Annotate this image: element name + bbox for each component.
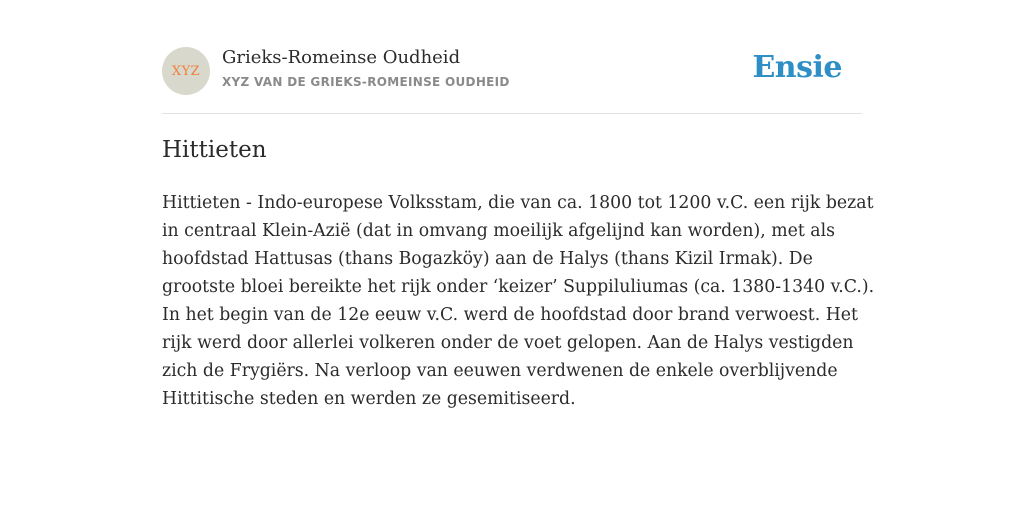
ensie-logo-link[interactable]: Ensie bbox=[752, 50, 842, 85]
source-header bbox=[162, 46, 862, 96]
article-line: zich de Frygiërs. Na verloop van eeuwen verdwenen de enkele overblijvende bbox=[162, 361, 838, 381]
header-divider bbox=[162, 113, 862, 114]
article-line: grootste bloei bereikte het rijk onder ‘keizer’ Suppiluliumas (ca. 1380-1340 v.C.). bbox=[162, 277, 875, 297]
article-line: rijk werd door allerlei volkeren onder de voet gelopen. Aan de Halys vestigden bbox=[162, 333, 854, 353]
article-title: Hittieten bbox=[162, 137, 267, 163]
source-avatar[interactable] bbox=[162, 47, 210, 95]
article-line: hoofdstad Hattusas (thans Bogazköy) aan de Halys (thans Kizil Irmak). De bbox=[162, 249, 813, 269]
article-line: In het begin van de 12e eeuw v.C. werd de hoofdstad door brand verwoest. Het bbox=[162, 305, 858, 325]
source-name-link[interactable]: Grieks-Romeinse Oudheid bbox=[222, 47, 461, 68]
source-subtitle: XYZ VAN DE GRIEKS-ROMEINSE OUDHEID bbox=[222, 75, 510, 89]
article-body bbox=[162, 189, 875, 413]
article-line: Hittieten - Indo-europese Volksstam, die van ca. 1800 tot 1200 v.C. een rijk bezat bbox=[162, 193, 874, 213]
article-line: Hittitische steden en werden ze gesemitiseerd. bbox=[162, 389, 576, 409]
article-line: in centraal Klein-Azië (dat in omvang moeilijk afgelijnd kan worden), met als bbox=[162, 221, 836, 241]
avatar-text: XYZ bbox=[171, 63, 201, 79]
